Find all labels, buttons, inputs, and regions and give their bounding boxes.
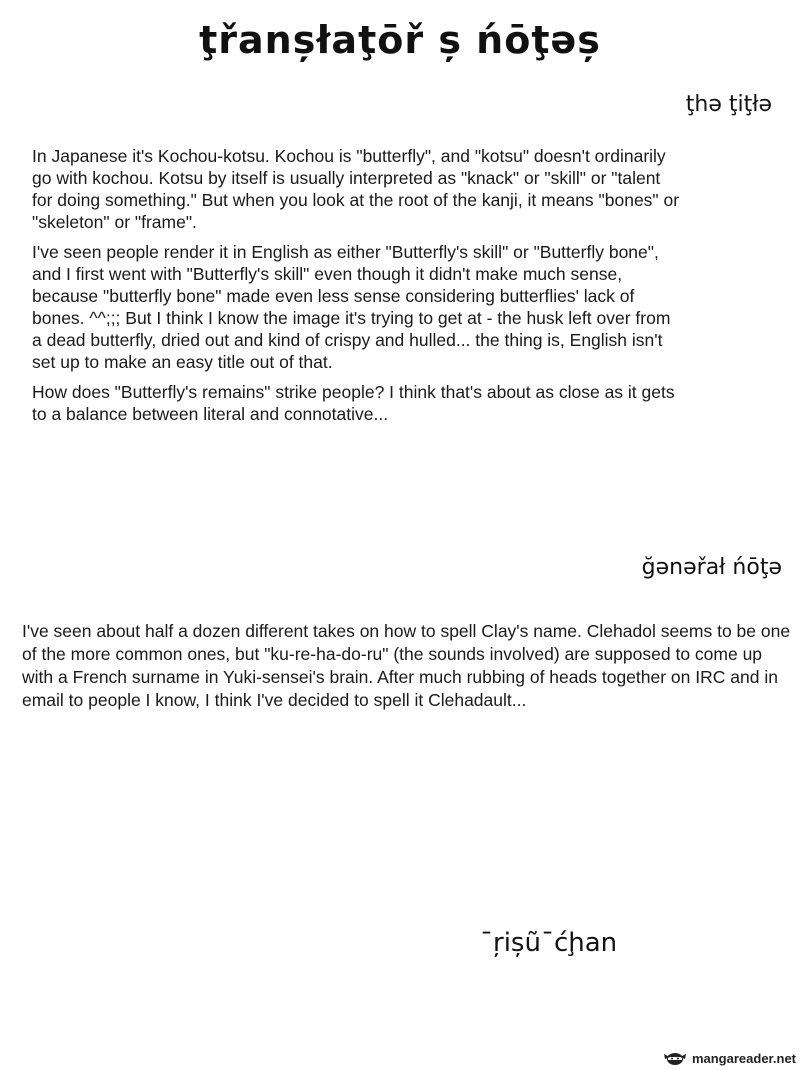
watermark	[662, 1050, 796, 1066]
title-note-paragraph-1: In Japanese it's Kochou-kotsu. Kochou is "butterfly", and "kotsu" doesn't ordinarily go with kochou. Kotsu by itself is usually interpreted as "knack" or "skill" or "talent for doing something." But when you look at the root of the kanji, it means "bones" or "skeleton" or "frame".	[32, 146, 680, 232]
general-note-paragraph: I've seen about half a dozen different takes on how to spell Clay's name. Clehadol seems to be one of the more common ones, but "ku-re-ha-do-ru" (the sounds involved) are supposed to come up with a French surname in Yuki-sensei's brain. After much rubbing of heads together on IRC and in email to people I know, I think I've decided to spell it Clehadault...	[22, 621, 791, 710]
title-note-paragraph-2: I've seen people render it in English as either "Butterfly's skill" or "Butterfly bone", and I first went with "Butterfly's skill" even though it didn't make much sense, because "butterfly bone" made even less sense considering butterflies' lack of bones. ^^;;; But I think I know the image it's trying to get at - the husk left over from a dead butterfly, dried out and kind of crispy and hulled... the thing is, English isn't set up to make an easy title out of that.	[32, 242, 671, 372]
title-section-heading: ţhə ţiţłə	[685, 92, 772, 117]
title-note-paragraph-3: How does "Butterfly's remains" strike people? I think that's about as close as it gets to a balance between literal and connotative...	[32, 382, 675, 424]
ninja-logo-icon	[662, 1050, 688, 1066]
title-notes	[32, 145, 682, 433]
page-title: ţřanșłaţōř ș ńōţəș	[199, 18, 601, 62]
general-note	[22, 620, 792, 712]
watermark-text: mangareader.net	[691, 1050, 796, 1066]
general-note-heading: ğənəřał ńōţə	[641, 555, 782, 580]
signature: ˉŗișũˉćḩan	[480, 928, 618, 958]
